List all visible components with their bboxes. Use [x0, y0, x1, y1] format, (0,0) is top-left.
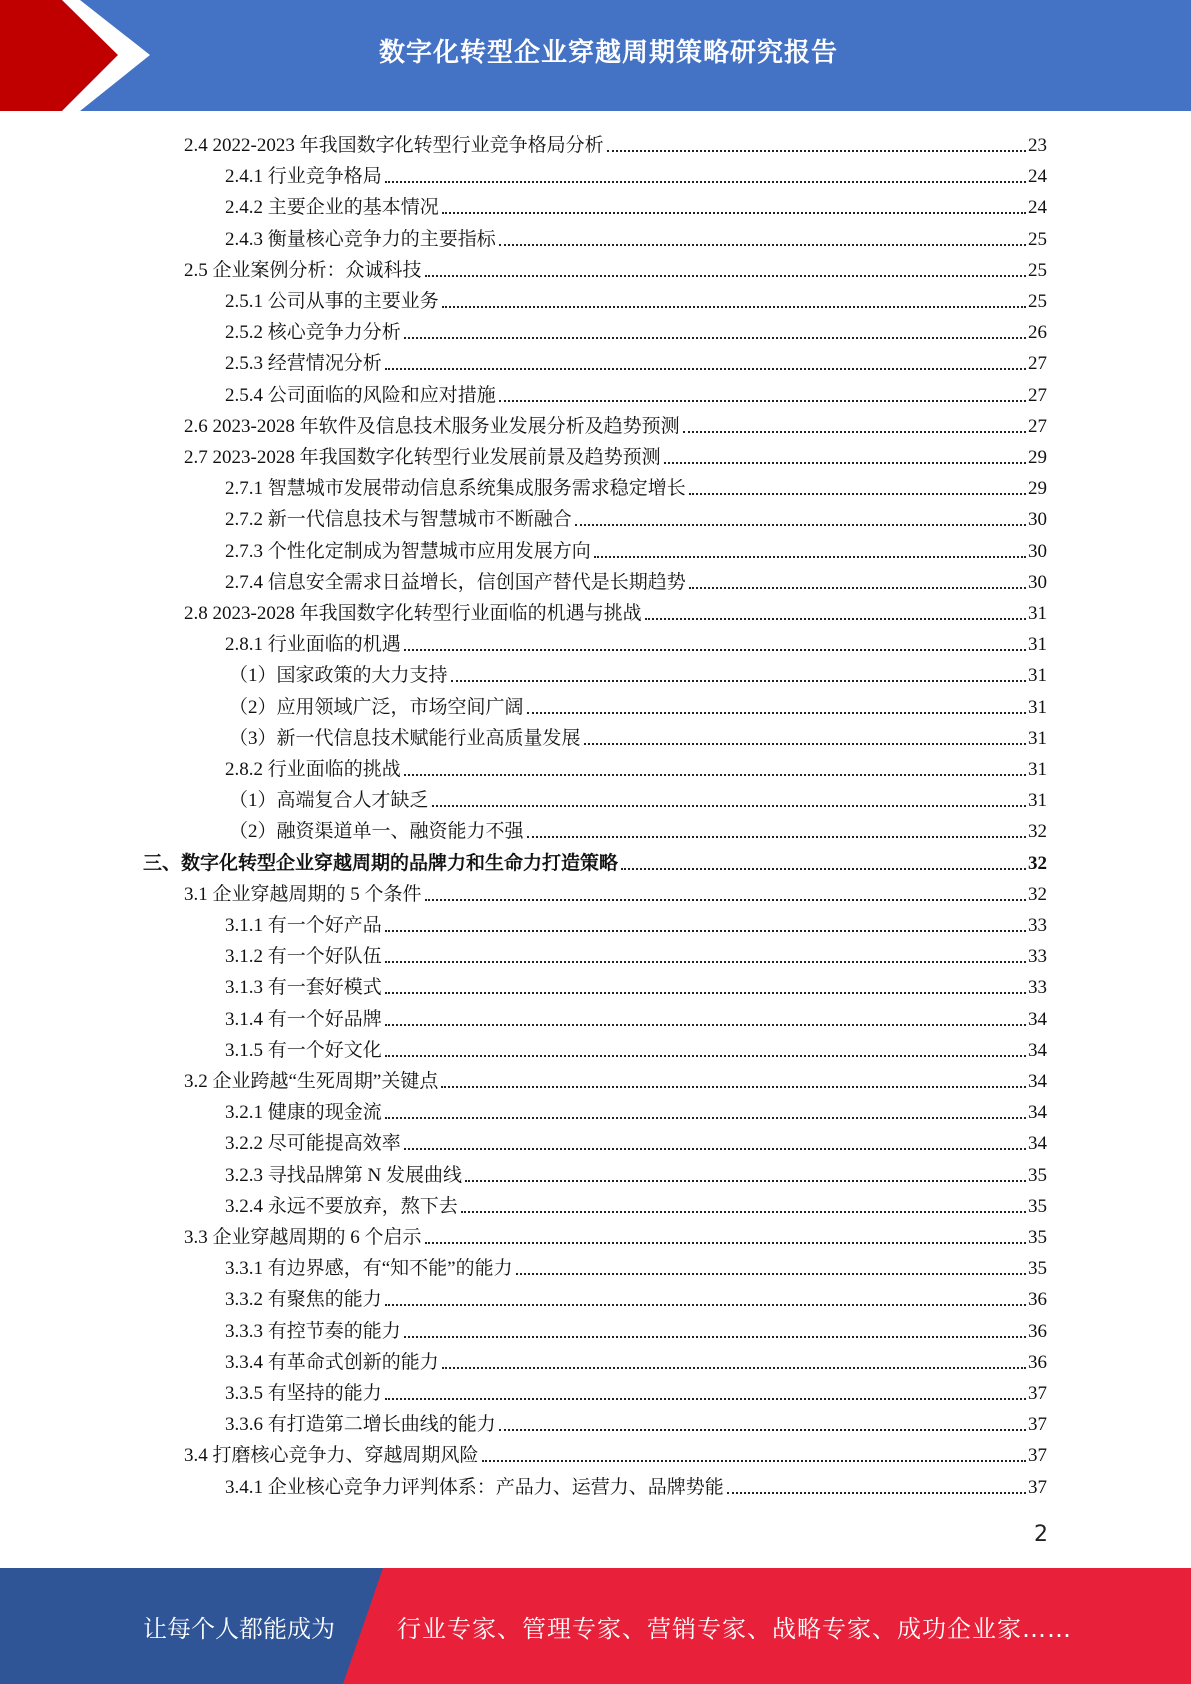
toc-entry-page: 23: [1028, 135, 1047, 156]
toc-entry[interactable]: [229, 720, 1047, 751]
toc-leader-dots: [385, 992, 1026, 994]
toc-entry-page: 34: [1028, 1039, 1047, 1061]
toc-entry-page: 30: [1028, 571, 1047, 593]
toc-entry-title: 3.2 企业跨越“生死周期”关键点: [184, 1071, 439, 1092]
toc-entry[interactable]: [225, 1032, 1047, 1063]
toc-entry[interactable]: [225, 969, 1047, 1000]
toc-leader-dots: [461, 1211, 1026, 1213]
toc-leader-dots: [664, 462, 1026, 464]
toc-entry-title: （1）高端复合人才缺乏: [229, 790, 429, 812]
toc-entry-title: （2）融资渠道单一、融资能力不强: [229, 821, 524, 843]
toc-entry[interactable]: [225, 564, 1047, 595]
toc-entry[interactable]: [225, 938, 1047, 969]
toc-leader-dots: [499, 244, 1026, 246]
toc-entry-title: 3.1.3 有一套好模式: [225, 977, 382, 999]
toc-entry-title: （2）应用领域广泛，市场空间广阔: [229, 696, 524, 718]
toc-entry[interactable]: [225, 1001, 1047, 1032]
toc-entry[interactable]: [225, 1469, 1047, 1500]
toc-entry-page: 36: [1028, 1351, 1047, 1373]
toc-entry[interactable]: [225, 501, 1047, 532]
toc-entry-title: 2.5 企业案例分析：众诚科技: [184, 259, 422, 281]
toc-entry[interactable]: [229, 657, 1047, 688]
page-footer: [0, 1568, 1191, 1684]
toc-entry-title: 2.7.3 个性化定制成为智慧城市应用发展方向: [225, 540, 591, 562]
toc-entry-title: 3.1.5 有一个好文化: [225, 1039, 382, 1061]
toc-entry[interactable]: [184, 876, 1047, 907]
toc-leader-dots: [482, 1460, 1026, 1462]
toc-entry-page: 37: [1028, 1445, 1047, 1467]
toc-leader-dots: [527, 712, 1026, 714]
toc-entry-page: 34: [1028, 1133, 1047, 1155]
toc-entry-page: 33: [1028, 946, 1047, 968]
toc-entry[interactable]: [225, 1125, 1047, 1156]
toc-leader-dots: [385, 930, 1026, 932]
toc-leader-dots: [499, 1429, 1026, 1431]
toc-entry-title: 3.1.1 有一个好产品: [225, 915, 382, 936]
toc-entry[interactable]: [225, 377, 1047, 408]
toc-entry-page: 33: [1028, 977, 1047, 999]
toc-entry[interactable]: [184, 1219, 1047, 1250]
toc-entry-page: 27: [1028, 384, 1047, 406]
toc-entry-page: 35: [1028, 1195, 1047, 1217]
toc-leader-dots: [451, 680, 1026, 682]
toc-entry-page: 35: [1028, 1164, 1047, 1186]
toc-leader-dots: [499, 400, 1026, 402]
toc-entry-page: 27: [1028, 353, 1047, 375]
toc-entry[interactable]: [225, 533, 1047, 564]
toc-entry[interactable]: [225, 345, 1047, 376]
toc-entry-page: 24: [1028, 166, 1047, 188]
toc-entry-title: 2.6 2023-2028 年软件及信息技术服务业发展分析及趋势预测: [184, 415, 680, 437]
toc-entry[interactable]: [225, 221, 1047, 252]
toc-entry-title: 3.3.2 有聚焦的能力: [225, 1289, 382, 1311]
toc-entry-page: 24: [1028, 197, 1047, 219]
toc-leader-dots: [425, 899, 1026, 901]
toc-entry-title: 3.2.2 尽可能提高效率: [225, 1133, 401, 1155]
toc-entry-title: 2.5.4 公司面临的风险和应对措施: [225, 384, 496, 406]
toc-entry-title: 3.2.3 寻找品牌第 N 发展曲线: [225, 1164, 462, 1186]
toc-leader-dots: [404, 1148, 1026, 1150]
toc-leader-dots: [442, 212, 1026, 214]
toc-entry[interactable]: [143, 845, 1047, 876]
toc-entry[interactable]: [225, 1313, 1047, 1344]
toc-entry[interactable]: [225, 1250, 1047, 1281]
toc-entry[interactable]: [225, 1188, 1047, 1219]
toc-entry[interactable]: [184, 252, 1047, 283]
toc-leader-dots: [385, 961, 1026, 963]
toc-entry[interactable]: [229, 782, 1047, 813]
toc-leader-dots: [404, 1336, 1026, 1338]
toc-entry-title: 2.4.2 主要企业的基本情况: [225, 197, 439, 219]
toc-entry-title: 3.4.1 企业核心竞争力评判体系：产品力、运营力、品牌势能: [225, 1476, 724, 1498]
toc-entry-page: 34: [1028, 1071, 1047, 1092]
toc-entry[interactable]: [225, 158, 1047, 189]
toc-entry-title: 2.5.3 经营情况分析: [225, 353, 382, 375]
toc-entry-title: 3.1.4 有一个好品牌: [225, 1008, 382, 1030]
toc-entry-title: 2.7 2023-2028 年我国数字化转型行业发展前景及趋势预测: [184, 447, 661, 468]
toc-entry-page: 32: [1028, 852, 1047, 874]
toc-entry-page: 31: [1028, 759, 1047, 780]
toc-leader-dots: [575, 524, 1026, 526]
toc-entry-title: 3.3.6 有打造第二增长曲线的能力: [225, 1414, 496, 1436]
toc-entry-title: 2.5.1 公司从事的主要业务: [225, 291, 439, 312]
toc-entry-title: 2.7.1 智慧城市发展带动信息系统集成服务需求稳定增长: [225, 478, 686, 500]
toc-entry-title: 2.7.4 信息安全需求日益增长，信创国产替代是长期趋势: [225, 571, 686, 593]
toc-leader-dots: [385, 181, 1026, 183]
toc-entry-title: （1）国家政策的大力支持: [229, 665, 448, 687]
toc-entry-page: 29: [1028, 478, 1047, 500]
toc-leader-dots: [442, 1367, 1026, 1369]
toc-entry-title: 2.8.1 行业面临的机遇: [225, 634, 401, 656]
toc-entry[interactable]: [225, 1157, 1047, 1188]
page-header: [0, 0, 1191, 111]
toc-entry-title: 3.2.1 健康的现金流: [225, 1102, 382, 1124]
toc-entry-title: 2.4.3 衡量核心竞争力的主要指标: [225, 228, 496, 250]
toc-entry-page: 36: [1028, 1320, 1047, 1342]
toc-entry-page: 36: [1028, 1289, 1047, 1311]
toc-entry-page: 37: [1028, 1414, 1047, 1436]
toc-leader-dots: [385, 1304, 1026, 1306]
toc-entry-page: 32: [1028, 821, 1047, 843]
toc-entry-title: 2.8.2 行业面临的挑战: [225, 759, 401, 780]
toc-entry-page: 33: [1028, 915, 1047, 936]
toc-entry-title: 3.3 企业穿越周期的 6 个启示: [184, 1227, 422, 1248]
toc-entry-title: 2.7.2 新一代信息技术与智慧城市不断融合: [225, 509, 572, 531]
toc-entry-title: 3.1.2 有一个好队伍: [225, 946, 382, 968]
toc-entry[interactable]: [225, 470, 1047, 501]
toc-leader-dots: [727, 1492, 1026, 1494]
toc-leader-dots: [432, 805, 1026, 807]
page-number: 2: [1034, 1522, 1048, 1547]
toc-entry-page: 27: [1028, 415, 1047, 437]
toc-entry-title: 3.3.3 有控节奏的能力: [225, 1320, 401, 1342]
toc-leader-dots: [516, 1273, 1026, 1275]
toc-leader-dots: [385, 1024, 1026, 1026]
toc-leader-dots: [385, 1398, 1026, 1400]
toc-entry-page: 32: [1028, 883, 1047, 905]
toc-entry-page: 35: [1028, 1258, 1047, 1280]
toc-leader-dots: [465, 1180, 1026, 1182]
footer-slogan-right: 行业专家、管理专家、营销专家、战略专家、成功企业家……: [397, 1614, 1072, 1643]
toc-entry-page: 37: [1028, 1476, 1047, 1498]
toc-entry-page: 31: [1028, 665, 1047, 687]
toc-entry[interactable]: [184, 127, 1047, 158]
toc-leader-dots: [527, 836, 1026, 838]
toc-entry-page: 26: [1028, 322, 1047, 344]
toc-entry-page: 31: [1028, 696, 1047, 718]
footer-slogan-left: 让每个人都能成为: [143, 1614, 335, 1643]
toc-leader-dots: [689, 587, 1026, 589]
toc-leader-dots: [645, 618, 1026, 620]
toc-leader-dots: [607, 150, 1026, 152]
toc-entry[interactable]: [225, 907, 1047, 938]
toc-leader-dots: [404, 337, 1026, 339]
toc-leader-dots: [621, 868, 1026, 870]
toc-entry-page: 34: [1028, 1102, 1047, 1124]
toc-entry-title: 3.1 企业穿越周期的 5 个条件: [184, 883, 422, 905]
toc-entry[interactable]: [225, 189, 1047, 220]
toc-entry-page: 31: [1028, 790, 1047, 812]
toc-leader-dots: [385, 1117, 1026, 1119]
toc-entry[interactable]: [225, 1094, 1047, 1125]
toc-entry-page: 31: [1028, 727, 1047, 749]
toc-entry-page: 29: [1028, 447, 1047, 468]
toc-leader-dots: [584, 743, 1026, 745]
toc-entry[interactable]: [184, 408, 1047, 439]
toc-leader-dots: [689, 493, 1026, 495]
toc-entry[interactable]: [225, 283, 1047, 314]
toc-entry[interactable]: [184, 1063, 1047, 1094]
toc-entry[interactable]: [184, 439, 1047, 470]
toc-leader-dots: [385, 1055, 1026, 1057]
toc-leader-dots: [441, 1086, 1026, 1088]
toc-entry[interactable]: [184, 595, 1047, 626]
toc-entry-title: 3.2.4 永远不要放弃，熬下去: [225, 1195, 458, 1217]
toc-entry[interactable]: [184, 1437, 1047, 1468]
toc-entry-page: 25: [1028, 259, 1047, 281]
toc-entry[interactable]: [225, 751, 1047, 782]
toc-entry-title: 2.4 2022-2023 年我国数字化转型行业竞争格局分析: [184, 135, 604, 156]
toc-leader-dots: [425, 1242, 1026, 1244]
toc-entry-page: 31: [1028, 634, 1047, 656]
toc-leader-dots: [683, 431, 1026, 433]
toc-entry-title: 2.8 2023-2028 年我国数字化转型行业面临的机遇与挑战: [184, 603, 642, 624]
toc-entry[interactable]: [225, 1406, 1047, 1437]
toc-entry-page: 25: [1028, 291, 1047, 312]
toc-entry-page: 35: [1028, 1227, 1047, 1248]
toc-entry-title: 2.5.2 核心竞争力分析: [225, 322, 401, 344]
toc-entry[interactable]: [225, 314, 1047, 345]
toc-leader-dots: [404, 774, 1026, 776]
toc-entry-page: 31: [1028, 603, 1047, 624]
toc-entry-title: 3.3.4 有革命式创新的能力: [225, 1351, 439, 1373]
toc-leader-dots: [594, 556, 1026, 558]
toc-entry-title: 3.3.5 有坚持的能力: [225, 1383, 382, 1404]
report-title: 数字化转型企业穿越周期策略研究报告: [378, 37, 838, 68]
toc-entry-page: 34: [1028, 1008, 1047, 1030]
toc-leader-dots: [385, 368, 1026, 370]
toc-entry[interactable]: [225, 626, 1047, 657]
toc-entry-page: 37: [1028, 1383, 1047, 1404]
toc-entry[interactable]: [225, 1344, 1047, 1375]
toc-entry-title: 3.4 打磨核心竞争力、穿越周期风险: [184, 1445, 479, 1467]
toc-entry[interactable]: [229, 813, 1047, 844]
toc-entry[interactable]: [229, 689, 1047, 720]
toc-entry[interactable]: [225, 1281, 1047, 1312]
toc-entry-page: 30: [1028, 509, 1047, 531]
toc-entry-title: 3.3.1 有边界感，有“知不能”的能力: [225, 1258, 513, 1280]
toc-entry-title: 2.4.1 行业竞争格局: [225, 166, 382, 188]
toc-leader-dots: [404, 649, 1026, 651]
toc-entry[interactable]: [225, 1375, 1047, 1406]
toc-entry-page: 25: [1028, 228, 1047, 250]
toc-entry-title: （3）新一代信息技术赋能行业高质量发展: [229, 727, 581, 749]
toc-leader-dots: [425, 275, 1026, 277]
toc-entry-title: 三、数字化转型企业穿越周期的品牌力和生命力打造策略: [143, 852, 619, 874]
toc-leader-dots: [442, 306, 1026, 308]
toc-entry-page: 30: [1028, 540, 1047, 562]
